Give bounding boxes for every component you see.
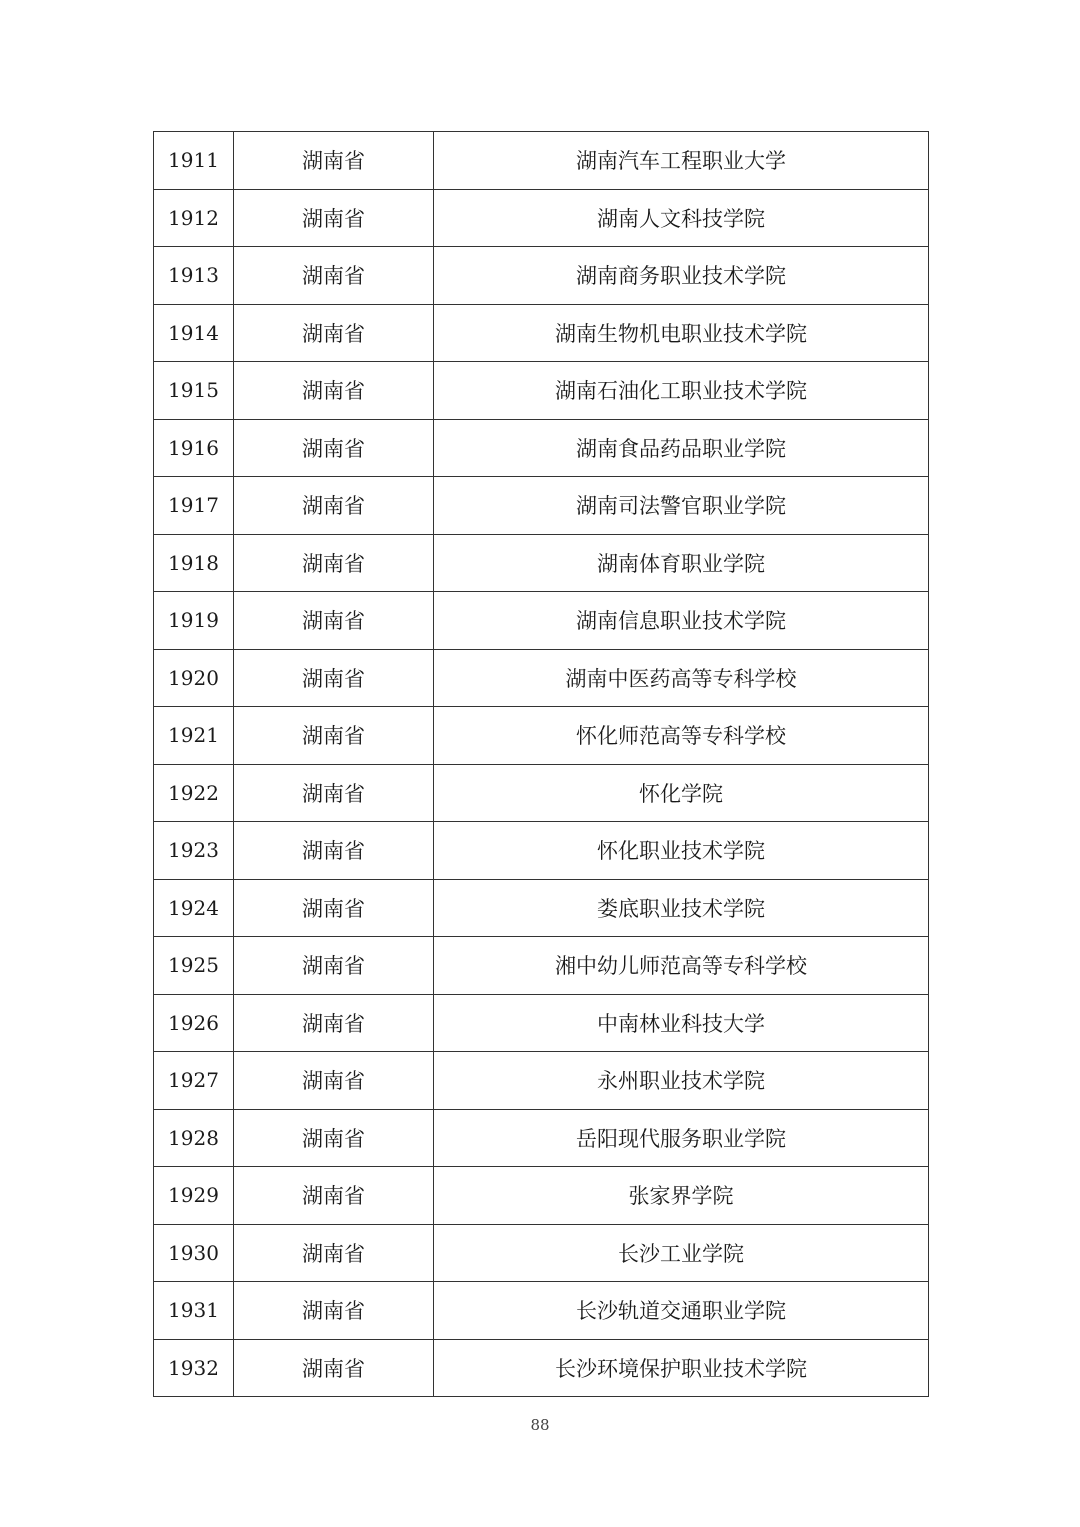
institution-name-cell: 长沙工业学院 — [434, 1224, 929, 1282]
table-row — [154, 247, 929, 305]
row-number-cell: 1930 — [154, 1224, 234, 1282]
row-number-cell: 1913 — [154, 247, 234, 305]
row-number-cell: 1921 — [154, 707, 234, 765]
row-number-cell: 1920 — [154, 649, 234, 707]
institution-name-cell: 湖南司法警官职业学院 — [434, 477, 929, 535]
row-number-cell: 1928 — [154, 1109, 234, 1167]
institution-name-cell: 怀化师范高等专科学校 — [434, 707, 929, 765]
institution-table — [153, 131, 929, 1397]
province-cell: 湖南省 — [234, 592, 434, 650]
institution-name-cell: 湖南汽车工程职业大学 — [434, 132, 929, 190]
table-row — [154, 189, 929, 247]
institution-name-cell: 湖南商务职业技术学院 — [434, 247, 929, 305]
row-number-cell: 1925 — [154, 937, 234, 995]
province-cell: 湖南省 — [234, 1167, 434, 1225]
institution-name-cell: 中南林业科技大学 — [434, 994, 929, 1052]
row-number-cell: 1918 — [154, 534, 234, 592]
province-cell: 湖南省 — [234, 707, 434, 765]
institution-name-cell: 娄底职业技术学院 — [434, 879, 929, 937]
province-cell: 湖南省 — [234, 937, 434, 995]
row-number-cell: 1924 — [154, 879, 234, 937]
province-cell: 湖南省 — [234, 189, 434, 247]
institution-name-cell: 湖南食品药品职业学院 — [434, 419, 929, 477]
province-cell: 湖南省 — [234, 1224, 434, 1282]
row-number-cell: 1923 — [154, 822, 234, 880]
institution-name-cell: 湖南人文科技学院 — [434, 189, 929, 247]
province-cell: 湖南省 — [234, 1282, 434, 1340]
row-number-cell: 1914 — [154, 304, 234, 362]
table-row — [154, 764, 929, 822]
row-number-cell: 1915 — [154, 362, 234, 420]
table-row — [154, 1282, 929, 1340]
table-row — [154, 1224, 929, 1282]
table-row — [154, 419, 929, 477]
institution-name-cell: 湖南体育职业学院 — [434, 534, 929, 592]
row-number-cell: 1911 — [154, 132, 234, 190]
province-cell: 湖南省 — [234, 132, 434, 190]
institution-name-cell: 长沙轨道交通职业学院 — [434, 1282, 929, 1340]
table-row — [154, 534, 929, 592]
table-row — [154, 1339, 929, 1397]
province-cell: 湖南省 — [234, 1052, 434, 1110]
table-row — [154, 1167, 929, 1225]
table-row — [154, 477, 929, 535]
province-cell: 湖南省 — [234, 477, 434, 535]
province-cell: 湖南省 — [234, 764, 434, 822]
province-cell: 湖南省 — [234, 419, 434, 477]
row-number-cell: 1931 — [154, 1282, 234, 1340]
province-cell: 湖南省 — [234, 304, 434, 362]
province-cell: 湖南省 — [234, 1109, 434, 1167]
institution-name-cell: 湖南中医药高等专科学校 — [434, 649, 929, 707]
institution-name-cell: 岳阳现代服务职业学院 — [434, 1109, 929, 1167]
province-cell: 湖南省 — [234, 534, 434, 592]
province-cell: 湖南省 — [234, 822, 434, 880]
table-row — [154, 707, 929, 765]
institution-name-cell: 湘中幼儿师范高等专科学校 — [434, 937, 929, 995]
table-row — [154, 304, 929, 362]
institution-name-cell: 湖南石油化工职业技术学院 — [434, 362, 929, 420]
province-cell: 湖南省 — [234, 994, 434, 1052]
table-row — [154, 132, 929, 190]
row-number-cell: 1922 — [154, 764, 234, 822]
province-cell: 湖南省 — [234, 362, 434, 420]
institution-name-cell: 张家界学院 — [434, 1167, 929, 1225]
row-number-cell: 1929 — [154, 1167, 234, 1225]
table-row — [154, 822, 929, 880]
institution-table-container — [153, 131, 927, 1397]
institution-name-cell: 永州职业技术学院 — [434, 1052, 929, 1110]
row-number-cell: 1917 — [154, 477, 234, 535]
row-number-cell: 1926 — [154, 994, 234, 1052]
row-number-cell: 1932 — [154, 1339, 234, 1397]
table-row — [154, 592, 929, 650]
table-row — [154, 1052, 929, 1110]
province-cell: 湖南省 — [234, 879, 434, 937]
table-row — [154, 362, 929, 420]
institution-name-cell: 怀化职业技术学院 — [434, 822, 929, 880]
province-cell: 湖南省 — [234, 1339, 434, 1397]
table-row — [154, 879, 929, 937]
table-row — [154, 649, 929, 707]
institution-name-cell: 怀化学院 — [434, 764, 929, 822]
page-number: 88 — [530, 1416, 550, 1434]
table-row — [154, 937, 929, 995]
row-number-cell: 1916 — [154, 419, 234, 477]
row-number-cell: 1912 — [154, 189, 234, 247]
province-cell: 湖南省 — [234, 247, 434, 305]
row-number-cell: 1919 — [154, 592, 234, 650]
institution-name-cell: 湖南信息职业技术学院 — [434, 592, 929, 650]
institution-name-cell: 湖南生物机电职业技术学院 — [434, 304, 929, 362]
table-row — [154, 994, 929, 1052]
institution-table-body — [154, 132, 929, 1397]
table-row — [154, 1109, 929, 1167]
institution-name-cell: 长沙环境保护职业技术学院 — [434, 1339, 929, 1397]
province-cell: 湖南省 — [234, 649, 434, 707]
row-number-cell: 1927 — [154, 1052, 234, 1110]
